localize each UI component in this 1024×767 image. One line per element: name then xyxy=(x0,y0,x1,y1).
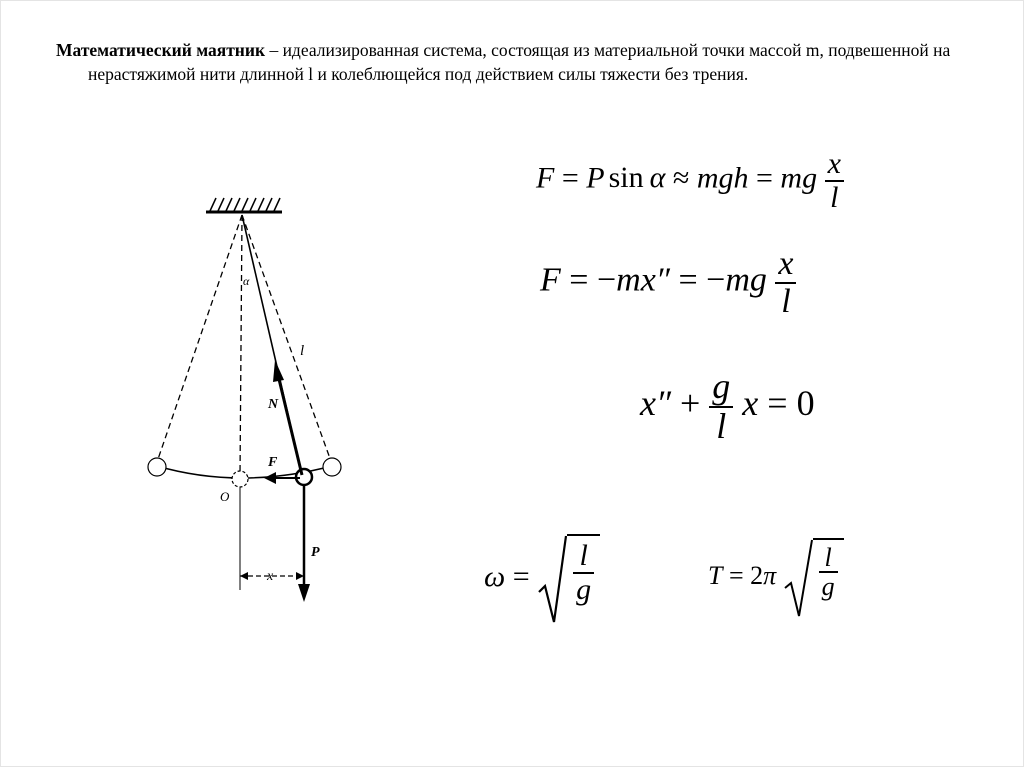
sqrt-sign xyxy=(537,534,567,624)
label-tension: N xyxy=(268,397,279,412)
equation-angular-frequency: ω = $\frac{l}{g}$ xyxy=(484,534,600,624)
fraction-l-over-g: $\frac{l}{g}$ xyxy=(819,544,838,601)
bob-center xyxy=(232,471,248,487)
equation-differential: x″ + $\frac{g}{l}$ x = 0 xyxy=(640,366,815,446)
tension-vector xyxy=(278,375,302,475)
string-left-extreme xyxy=(157,215,242,462)
pendulum-diagram xyxy=(130,190,360,610)
fraction-g-over-l: $\frac{g}{l}$ xyxy=(709,368,733,446)
fraction-x-over-l: $\frac{x}{l}$ xyxy=(825,148,844,213)
equation-newton: F = −mx″ = −mg $\frac{x}{l}$ xyxy=(540,246,796,319)
string-right-extreme xyxy=(242,215,332,464)
ceiling-hatching xyxy=(210,198,280,211)
label-length: l xyxy=(300,343,305,359)
tension-arrowhead xyxy=(273,360,284,382)
equation-force-approx: F = P sin α ≈ mgh = mg $\frac{x}{l}$ xyxy=(536,148,844,213)
string-vertical xyxy=(240,215,242,476)
definition-term: Математический маятник xyxy=(56,40,266,60)
displacement-arrow-left xyxy=(240,572,248,580)
fraction-x-over-l: $\frac{x}{l}$ xyxy=(775,246,796,319)
sqrt-expression xyxy=(783,538,844,618)
label-force: F xyxy=(268,455,278,470)
force-arrowhead xyxy=(264,472,276,484)
definition-paragraph xyxy=(56,38,998,86)
label-alpha: α xyxy=(243,274,250,288)
bob-right xyxy=(323,458,341,476)
bob-left xyxy=(148,458,166,476)
definition-text: – идеализированная система, состоящая из материальной точки массой m, подвешенной на нерастяжимой нити длинной l и колеблющейся под действием силы тяжести без трения. xyxy=(88,40,951,84)
weight-arrowhead xyxy=(298,584,310,602)
label-weight: P xyxy=(311,545,320,560)
equation-period: T = 2π $\frac{l}{g}$ xyxy=(708,538,844,618)
label-displacement: x xyxy=(267,569,274,584)
sqrt-expression xyxy=(537,534,600,624)
fraction-l-over-g: $\frac{l}{g}$ xyxy=(573,540,594,605)
label-origin: O xyxy=(220,489,230,504)
sqrt-sign xyxy=(783,538,813,618)
